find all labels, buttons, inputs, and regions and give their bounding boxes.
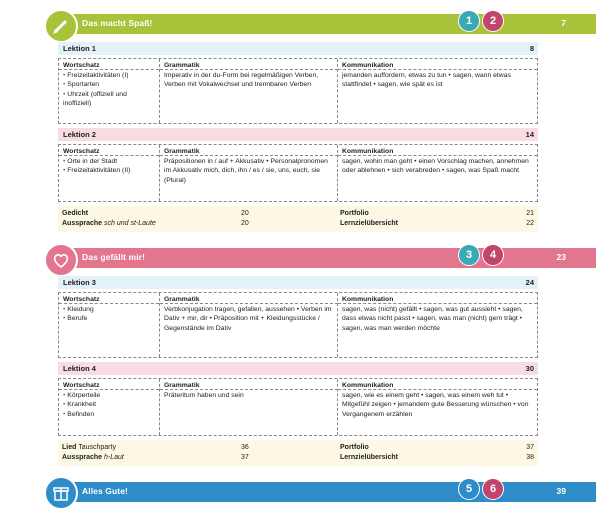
lektion-label: Lektion 1	[63, 44, 96, 53]
summary-box: Lied Tauschparty 36 Portfolio 37 Aussprache h-Laut 37 Lernzielübersicht 38	[58, 440, 538, 466]
chapter-title: Das macht Spaß!	[82, 18, 153, 28]
col-header: Grammatik	[160, 379, 338, 390]
list-item: • Kleidung	[63, 306, 94, 313]
list-item: • Freizeitaktivitäten (II)	[63, 167, 131, 175]
col-header: Kommunikation	[338, 145, 537, 156]
list-item: • Befinden	[63, 410, 95, 418]
lektion-table	[58, 144, 538, 202]
col-header: Wortschatz	[59, 293, 159, 304]
lektion-header	[58, 362, 538, 375]
chapter-badge: 1	[458, 10, 480, 32]
list-item: • Freizeitaktivitäten (I)	[63, 72, 129, 79]
lektion-header	[58, 128, 538, 141]
lektion-label: Lektion 4	[63, 364, 96, 373]
col-header: Grammatik	[160, 293, 338, 304]
list-item: • Orte in der Stadt	[63, 158, 118, 165]
grammatik-text: Imperativ in der du-Form bei regelmäßigen Verben, Verben mit Vokalwechsel und trennbaren Verben	[164, 72, 319, 89]
lektion-label: Lektion 2	[63, 130, 96, 139]
kommunikation-text: sagen, wie es einem geht • sagen, was einem weh tut • Mitgefühl zeigen • jemandem gute Besserung wünschen • von Vergangenem erzählen	[342, 392, 529, 418]
col-header: Kommunikation	[338, 379, 537, 390]
lektion-header	[58, 42, 538, 55]
list-item: • Körperteile	[63, 392, 101, 399]
col-header: Kommunikation	[338, 293, 537, 304]
lektion-table	[58, 58, 538, 124]
pencil-icon	[44, 9, 78, 43]
lektion-page: 30	[525, 364, 534, 373]
lektion-header	[58, 276, 538, 289]
chapter-badge: 2	[482, 10, 504, 32]
chapter-title: Das gefällt mir!	[82, 252, 146, 262]
list-item: • Uhrzeit (offiziell und inoffiziell)	[63, 90, 127, 108]
chapter-page: 39	[556, 486, 566, 496]
list-item: • Berufe	[63, 315, 88, 323]
chapter-badge: 3	[458, 244, 480, 266]
list-item: • Sportarten	[63, 81, 100, 89]
chapter-badge: 6	[482, 478, 504, 500]
chapter-page: 23	[556, 252, 566, 262]
col-header: Wortschatz	[59, 59, 159, 70]
lektion-page: 24	[525, 278, 534, 287]
chapter-3-bar	[52, 482, 596, 502]
lektion-table	[58, 378, 538, 436]
col-header: Grammatik	[160, 59, 338, 70]
col-header: Grammatik	[160, 145, 338, 156]
summary-box: Gedicht 20 Portfolio 21 Aussprache sch und st-Laute 20 Lernzielübersicht 22	[58, 206, 538, 232]
kommunikation-text: jemanden auffordern, etwas zu tun • sagen, wann etwas stattfindet • sagen, wie spät es ist	[342, 72, 511, 89]
lektion-table	[58, 292, 538, 358]
col-header: Wortschatz	[59, 145, 159, 156]
grammatik-text: Verbkonjugation tragen, gefallen, aussehen • Verben im Dativ + mir, dir • Präposition mit + Kleidungsstücke / Gegenstände im Dativ	[164, 306, 332, 332]
chapter-1-bar	[52, 14, 596, 34]
lektion-page: 14	[525, 130, 534, 139]
grammatik-text: Präteritum haben und sein	[164, 392, 244, 399]
chapter-badge: 5	[458, 478, 480, 500]
grammatik-text: Präpositionen in / auf + Akkusativ • Personalpronomen im Akkusativ mich, dich, ihn / es / sie, uns, euch, sie (Plural)	[164, 158, 328, 184]
lektion-page: 8	[529, 44, 534, 53]
chapter-2-bar	[52, 248, 596, 268]
chapter-badge: 4	[482, 244, 504, 266]
kommunikation-text: sagen, was (nicht) gefällt • sagen, was gut aussieht • sagen, dass etwas nicht passt • sagen, was man (nicht) gern trägt • sagen, was man werden möchte	[342, 306, 523, 332]
chapter-title: Alles Gute!	[82, 486, 128, 496]
heart-icon	[44, 243, 78, 277]
kommunikation-text: sagen, wohin man geht • einen Vorschlag machen, annehmen oder ablehnen • sich verabreden • sagen, was Spaß macht	[342, 158, 529, 175]
chapter-page: 7	[561, 18, 566, 28]
lektion-label: Lektion 3	[63, 278, 96, 287]
col-header: Kommunikation	[338, 59, 537, 70]
list-item: • Krankheit	[63, 401, 96, 409]
gift-icon	[44, 476, 78, 510]
col-header: Wortschatz	[59, 379, 159, 390]
